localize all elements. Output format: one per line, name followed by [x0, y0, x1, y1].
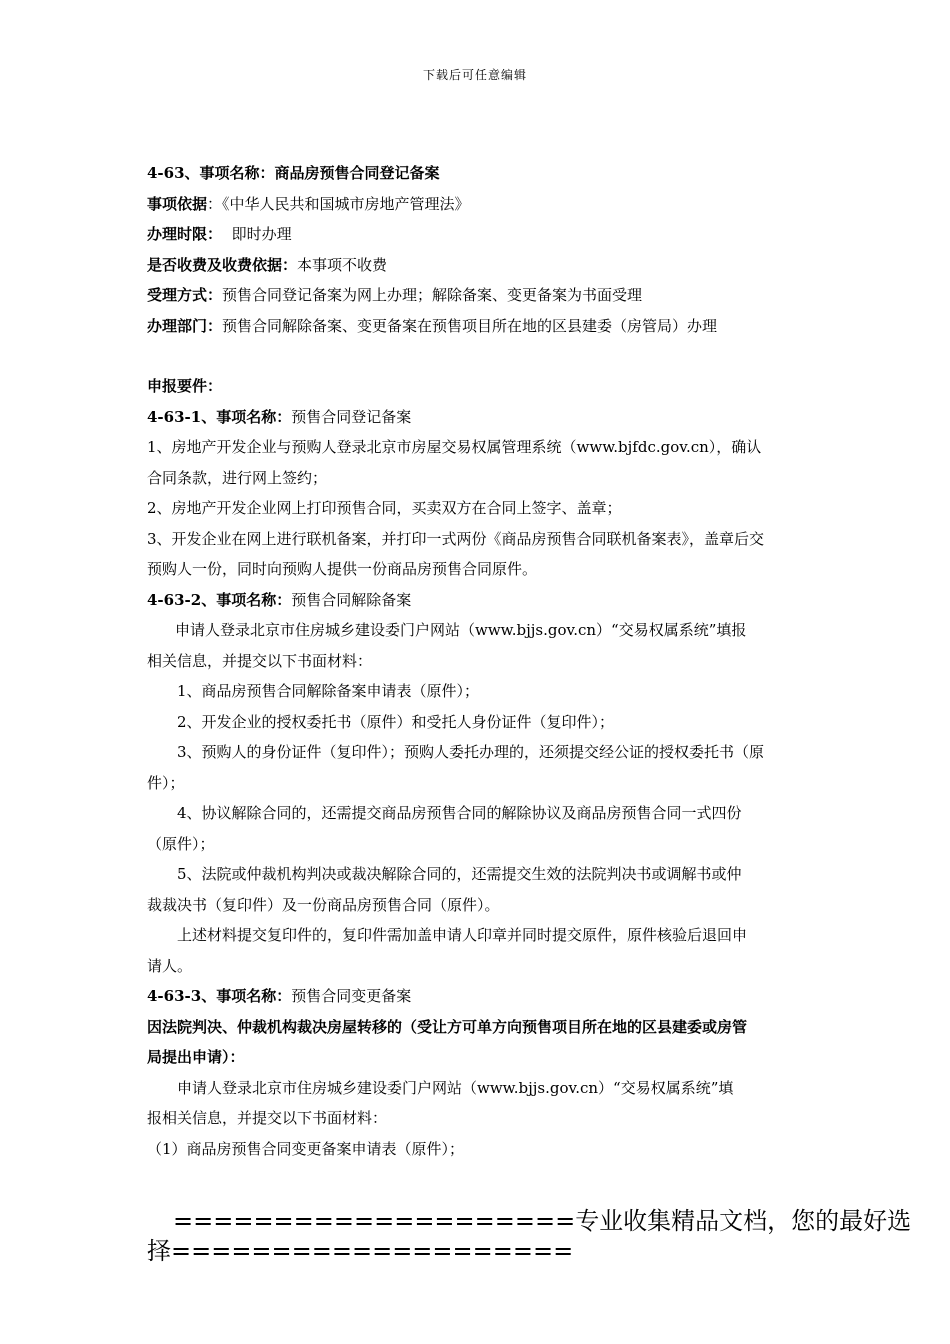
sec2-item-cont: 件）； [147, 773, 185, 792]
sec2-item: 4、协议解除合同的，还需提交商品房预售合同的解除协议及商品房预售合同一式四份 [177, 804, 742, 822]
sec3-condition: 局提出申请）： [147, 1048, 245, 1066]
footer-line: ====================专业收集精品文档，您的最好选 [173, 1207, 912, 1235]
spacer [147, 341, 807, 371]
basis-label: 事项依据 [147, 194, 208, 213]
sec2-item: 3、预购人的身份证件（复印件）；预购人委托办理的，还须提交经公证的授权委托书（原 [177, 743, 765, 761]
dept-row [147, 311, 807, 342]
sec3-heading [147, 981, 807, 1012]
time-limit-value: 即时办理 [231, 225, 292, 243]
time-limit-label: 办理时限： [147, 225, 223, 243]
basis-value: 《中华人民共和国城市房地产管理法》 [222, 194, 470, 213]
sec2-label: 4-63-2、事项名称： [147, 590, 292, 609]
sec1-line: 合同条款，进行网上签约； [147, 468, 328, 487]
sec1-heading [147, 402, 807, 433]
sec1-line: 2、房地产开发企业网上打印预售合同，买卖双方在合同上签字、盖章； [147, 499, 622, 517]
footer-line: 择==================== [147, 1237, 574, 1265]
dept-value: 预售合同解除备案、变更备案在预售项目所在地的区县建委（房管局）办理 [222, 316, 718, 335]
sec3-condition: 因法院判决、仲裁机构裁决房屋转移的（受让方可单方向预售项目所在地的区县建委或房管 [147, 1017, 748, 1036]
sec1-label: 4-63-1、事项名称： [147, 407, 292, 426]
sec2-heading [147, 585, 807, 616]
sec3-item: （1）商品房预售合同变更备案申请表（原件）； [147, 1139, 465, 1158]
sec2-item-cont: 裁裁决书（复印件）及一份商品房预售合同（原件）。 [147, 895, 500, 914]
basis-row [147, 189, 807, 220]
sec1-value: 预售合同登记备案 [291, 407, 412, 426]
document-body [147, 158, 807, 1164]
sec1-line: 预购人一份，同时向预购人提供一份商品房预售合同原件。 [147, 560, 538, 578]
fee-label: 是否收费及收费依据： [147, 255, 298, 274]
sec2-value: 预售合同解除备案 [291, 590, 412, 609]
time-limit-row [147, 219, 807, 250]
sec3-value: 预售合同变更备案 [291, 987, 412, 1005]
sec2-note-cont: 请人。 [147, 956, 193, 975]
sec2-item: 2、开发企业的授权委托书（原件）和受托人身份证件（复印件）； [177, 712, 615, 731]
sec2-item-cont: （原件）； [147, 834, 215, 853]
sec3-intro-line: 报相关信息，并提交以下书面材料： [147, 1109, 388, 1127]
sec3-label: 4-63-3、事项名称： [147, 987, 292, 1005]
basis-sep: ： [207, 194, 223, 213]
sec2-note: 上述材料提交复印件的，复印件需加盖申请人印章并同时提交原件，原件核验后退回申 [177, 926, 748, 944]
sec2-intro-line: 申请人登录北京市住房城乡建设委门户网站（www.bjjs.gov.cn）“交易权属系统”填报 [175, 621, 747, 639]
sec1-line: 1、房地产开发企业与预购人登录北京市房屋交易权属管理系统（www.bjfdc.gov.cn），确认 [147, 438, 762, 456]
fee-value: 本事项不收费 [297, 255, 388, 274]
sec2-item: 5、法院或仲裁机构判决或裁决解除合同的，还需提交生效的法院判决书或调解书或仲 [177, 865, 742, 883]
sec2-item: 1、商品房预售合同解除备案申请表（原件）； [177, 682, 480, 700]
sec1-line: 3、开发企业在网上进行联机备案，并打印一式两份《商品房预售合同联机备案表》，盖章后交 [147, 529, 765, 548]
page-header: 下载后可任意编辑 [422, 68, 527, 82]
method-label: 受理方式： [147, 286, 223, 304]
dept-label: 办理部门： [147, 316, 223, 335]
page-footer [147, 1206, 912, 1266]
sec3-intro-line: 申请人登录北京市住房城乡建设委门户网站（www.bjjs.gov.cn）“交易权属系统”填 [177, 1078, 734, 1097]
method-value: 预售合同登记备案为网上办理；解除备案、变更备案为书面受理 [222, 286, 643, 304]
requirements-heading: 申报要件： [147, 377, 223, 395]
fee-row [147, 250, 807, 281]
sec2-intro-line: 相关信息，并提交以下书面材料： [147, 651, 373, 670]
method-row [147, 280, 807, 311]
item-title: 4-63、事项名称：商品房预售合同登记备案 [147, 164, 440, 182]
